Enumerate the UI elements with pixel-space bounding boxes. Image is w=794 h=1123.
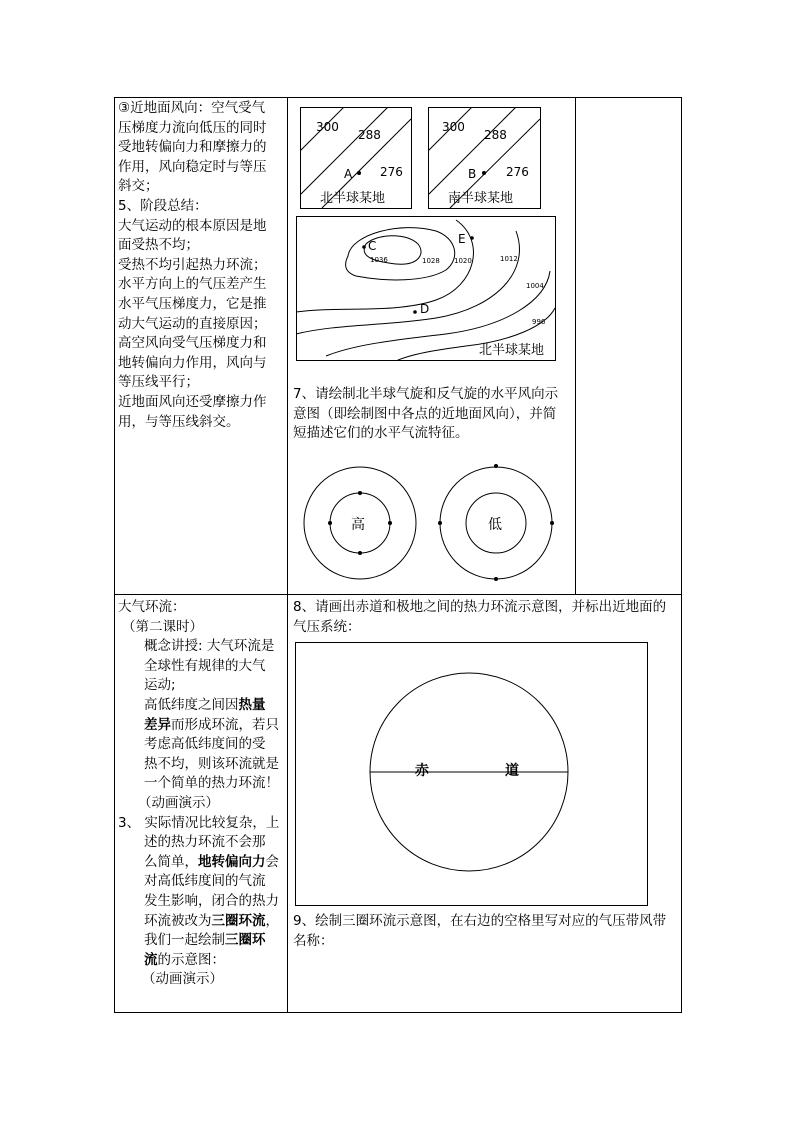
point-b-label: B <box>468 167 477 181</box>
table-row-divider <box>114 594 682 595</box>
map-caption: 北半球某地 <box>479 343 545 358</box>
note-line: 5、阶段总结： <box>118 197 208 214</box>
section-title: 大气环流： <box>118 599 186 615</box>
question-line: 名称： <box>293 932 334 949</box>
equator-label-right: 道 <box>505 763 519 779</box>
note-line: 受热不均引起热力环流； <box>118 256 267 273</box>
high-pressure-diagram <box>300 465 422 585</box>
equator-label-left: 赤 <box>415 763 429 779</box>
low-label: 低 <box>488 517 502 533</box>
table-top-border <box>114 97 682 98</box>
point-dot <box>550 521 554 525</box>
note-line: 斜交； <box>118 178 159 195</box>
animation-note: （动画演示） <box>138 794 219 811</box>
note-line: 作用，风向稳定时与等压 <box>118 158 267 175</box>
thermal-circulation-diagram <box>295 642 648 906</box>
point-a-label: A <box>344 167 353 181</box>
table-right-border <box>681 97 682 1013</box>
pressure-field-map <box>296 216 556 361</box>
isobar-996: 996 <box>532 318 546 326</box>
left-notes-row2 <box>118 598 286 990</box>
section-subtitle: （第二课时） <box>122 618 203 635</box>
question-line: 9、绘制三圈环流示意图，在右边的空格里写对应的气压带风带 <box>293 913 667 929</box>
bold-text: 三圈环 <box>225 932 266 949</box>
high-label: 高 <box>351 517 365 533</box>
question-line: 气压系统： <box>293 618 361 635</box>
note-line: 用，与等压线斜交。 <box>118 413 240 430</box>
point-c-dot <box>362 245 366 249</box>
note-line: 水平气压梯度力，它是推 <box>118 295 267 312</box>
note-text: 么简单， <box>144 853 198 870</box>
isobar-1036: 1036 <box>370 256 388 264</box>
note-line: 等压线平行； <box>118 374 199 391</box>
isobar-map-north <box>300 107 412 209</box>
point-b-dot <box>482 171 486 175</box>
isobar-label-300: 300 <box>442 120 465 134</box>
note-line <box>144 931 286 951</box>
point-dot <box>328 521 332 525</box>
question-line: 短描述它们的水平气流特征。 <box>293 425 469 442</box>
map-caption: 北半球某地 <box>320 191 386 206</box>
question-7 <box>293 385 575 444</box>
note-line: 概念讲授: 大气环流是 <box>144 638 275 655</box>
note-text: 会 <box>265 853 279 870</box>
note-text: 环流被改为 <box>144 912 212 929</box>
isobar-1020: 1020 <box>454 257 472 265</box>
left-notes-row1 <box>118 99 284 432</box>
note-text: 高低纬度之间因 <box>144 696 239 713</box>
note-text: 的示意图： <box>157 951 225 968</box>
bold-text: 差异 <box>144 716 171 733</box>
isobar-label-276: 276 <box>506 165 529 179</box>
note-line: 水平方向上的气压差产生 <box>118 276 267 293</box>
note-text: ， <box>265 912 279 929</box>
isobar-1028: 1028 <box>422 257 440 265</box>
note-line: ③近地面风向：空气受气 <box>118 100 266 116</box>
isobar-label-300: 300 <box>316 120 339 134</box>
note-line: 大气运动的根本原因是地 <box>118 217 267 234</box>
note-line: 热不均，则该环流就是 <box>144 755 279 772</box>
isobar-label-288: 288 <box>484 128 507 142</box>
question-line: 7、请绘制北半球气旋和反气旋的水平风向示 <box>293 386 559 402</box>
note-line: 压梯度力流向低压的同时 <box>118 119 267 136</box>
low-pressure-diagram <box>437 462 557 586</box>
note-line: 一个简单的热力环流！ <box>144 775 279 792</box>
note-line <box>144 716 286 736</box>
note-line: 动大气运动的直接原因； <box>118 315 267 332</box>
question-line: 8、请画出赤道和极地之间的热力环流示意图，并标出近地面的 <box>293 599 667 615</box>
bold-text: 三圈环流 <box>211 912 266 929</box>
table-left-border <box>114 97 115 1013</box>
table-col-divider-2 <box>575 97 576 595</box>
note-line <box>144 853 286 873</box>
point-a-dot <box>357 171 361 175</box>
point-e-dot <box>470 236 474 240</box>
note-line: 近地面风向还受摩擦力作 <box>118 393 267 410</box>
bold-text: 地转偏向力 <box>198 853 266 870</box>
bold-text: 热量 <box>238 696 266 713</box>
note-line: 对高低纬度间的气流 <box>144 873 266 890</box>
point-dot <box>494 577 498 581</box>
note-line <box>144 912 286 932</box>
question-8 <box>293 598 679 637</box>
isobar-map-south <box>428 107 541 209</box>
point-c-label: C <box>368 239 377 253</box>
note-line: 高空风向受气压梯度力和 <box>118 335 267 352</box>
note-line: 面受热不均； <box>118 237 199 254</box>
note-line: 3、 实际情况比较复杂，上 <box>118 814 280 831</box>
isobar-label-288: 288 <box>358 128 381 142</box>
table-col-divider-1 <box>287 97 288 1013</box>
question-9 <box>293 912 679 951</box>
point-dot <box>388 521 392 525</box>
note-line: 地转偏向力作用，风向与 <box>118 354 267 371</box>
note-line <box>144 696 286 716</box>
note-line: 运动; <box>144 677 176 694</box>
point-dot <box>494 464 498 468</box>
table-bottom-border <box>114 1012 682 1013</box>
note-line: 考虑高低纬度间的受 <box>144 736 266 753</box>
point-dot <box>358 491 362 495</box>
note-line <box>144 951 286 971</box>
note-line: 发生影响，闭合的热力 <box>144 892 279 909</box>
point-d-label: D <box>420 302 430 316</box>
isobar-label-276: 276 <box>380 165 403 179</box>
note-line: 受地转偏向力和摩擦力的 <box>118 139 267 156</box>
question-line: 意图（即绘制图中各点的近地面风向），并简 <box>293 405 557 422</box>
point-dot <box>358 551 362 555</box>
isobar-1012: 1012 <box>500 255 518 263</box>
point-dot <box>438 521 442 525</box>
note-line: 全球性有规律的大气 <box>144 657 266 674</box>
note-text: 而形成环流，若只 <box>171 716 279 733</box>
point-d-dot <box>413 310 417 314</box>
isobar-1004: 1004 <box>526 282 544 290</box>
bold-text: 流 <box>144 951 158 968</box>
map-caption: 南半球某地 <box>448 191 514 206</box>
animation-note: （动画演示） <box>142 971 223 988</box>
note-text: 我们一起绘制 <box>144 932 225 949</box>
note-line: 述的热力环流不会那 <box>144 834 266 851</box>
point-e-label: E <box>458 232 466 246</box>
